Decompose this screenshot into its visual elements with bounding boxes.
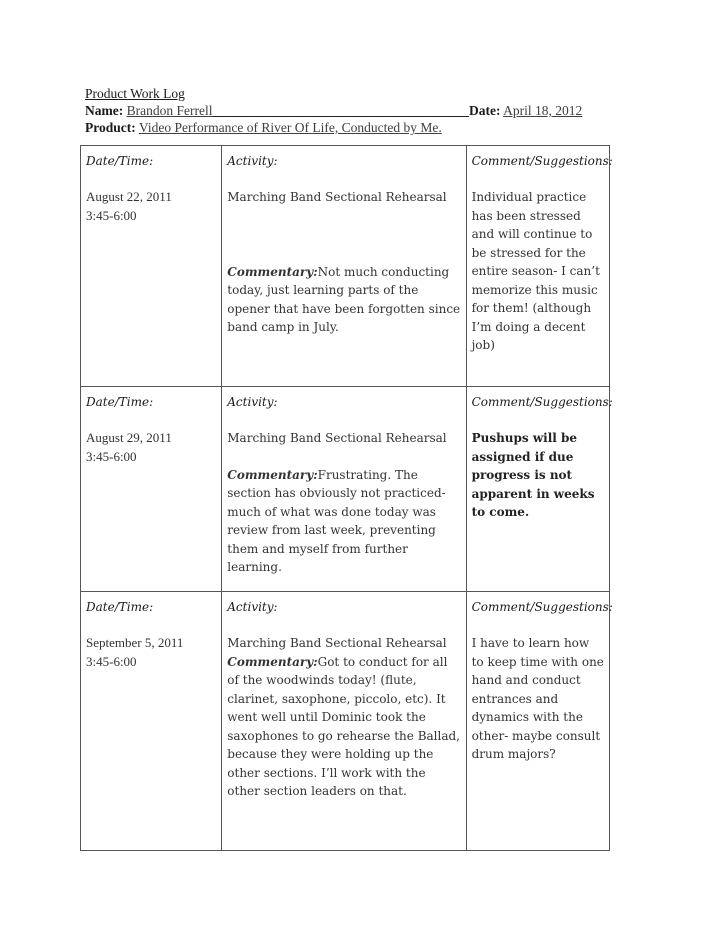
work-log-table: [80, 145, 613, 851]
product-line: [85, 119, 605, 136]
date-column-header: Date/Time:: [86, 154, 154, 168]
name-value: Brandon Ferrell: [126, 103, 213, 118]
commentary-text: Frustrating. The section has obviously not practiced- much of what was done today was review from last week, preventing them and myself from further learning.: [227, 467, 446, 574]
entry-time: 3:45-6:00: [86, 207, 137, 223]
date-value: April 18, 2012: [503, 103, 583, 118]
entry-comment: Individual practice has been stressed and will continue to be stressed for the entire season- I can’t memorize this music for them! (although I’m doing a decent job): [471, 190, 600, 352]
commentary-text: Not much conducting today, just learning parts of the opener that have been forgotten since band camp in July.: [227, 264, 461, 334]
activity-cell: [222, 387, 466, 592]
comment-column-header: Comment/Suggestions:: [471, 154, 613, 168]
log-title: Product Work Log: [85, 86, 185, 101]
date-cell: [81, 592, 222, 851]
activity-column-header: Activity:: [227, 600, 278, 614]
entry-date: September 5, 2011: [86, 635, 184, 650]
comment-column-header: Comment/Suggestions:: [471, 395, 613, 409]
activity-cell: [222, 592, 466, 851]
name-line: [85, 102, 605, 119]
table-row: [81, 592, 610, 851]
entry-activity: Marching Band Sectional Rehearsal: [227, 431, 447, 445]
log-header: [85, 85, 605, 136]
table-row: [81, 146, 610, 387]
entry-comment: I have to learn how to keep time with one hand and conduct entrances and dynamics with the other- maybe consult drum majors?: [471, 636, 604, 761]
date-cell: [81, 146, 222, 387]
date-column-header: Date/Time:: [86, 600, 154, 614]
name-label: Name:: [85, 103, 124, 118]
comment-cell: [466, 387, 613, 592]
activity-column-header: Activity:: [227, 395, 278, 409]
comment-cell: [466, 146, 613, 387]
comment-column-header: Comment/Suggestions:: [471, 600, 613, 614]
commentary-label: Commentary:: [227, 264, 318, 279]
entry-commentary: [227, 466, 460, 577]
entry-time: 3:45-6:00: [86, 653, 137, 669]
date-column-header: Date/Time:: [86, 395, 154, 409]
commentary-label: Commentary:: [227, 654, 318, 669]
entry-date: August 22, 2011: [86, 189, 172, 204]
comment-cell: [466, 592, 613, 851]
product-label: Product:: [85, 120, 136, 135]
entry-activity: Marching Band Sectional Rehearsal: [227, 636, 447, 650]
entry-date: August 29, 2011: [86, 430, 172, 445]
entry-commentary: [227, 653, 460, 801]
commentary-label: Commentary:: [227, 467, 318, 482]
activity-cell: [222, 146, 466, 387]
product-value: Video Performance of River Of Life, Conducted by Me.: [138, 120, 442, 135]
activity-column-header: Activity:: [227, 154, 278, 168]
date-label: Date:: [468, 103, 501, 118]
table-row: [81, 387, 610, 592]
entry-activity: Marching Band Sectional Rehearsal: [227, 190, 447, 204]
entry-comment: Pushups will be assigned if due progress is not apparent in weeks to come.: [471, 431, 595, 519]
date-cell: [81, 387, 222, 592]
name-underline: ______________________________________: [212, 103, 469, 118]
commentary-text: Got to conduct for all of the woodwinds today! (flute, clarinet, saxophone, piccolo, etc). It went well until Dominic took the saxophones to go rehearse the Ballad, because they were holding up the other sections. I’ll work with the other section leaders on that.: [227, 654, 460, 798]
entry-time: 3:45-6:00: [86, 448, 137, 464]
entry-commentary: [227, 263, 460, 337]
